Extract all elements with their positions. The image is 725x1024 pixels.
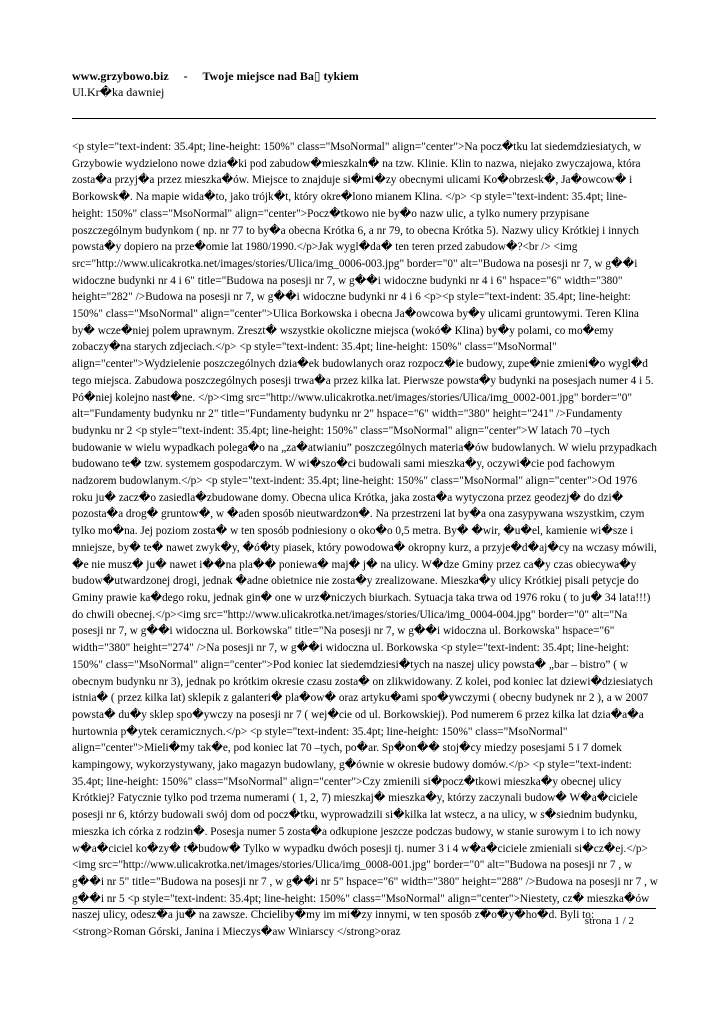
page-header (72, 69, 658, 100)
footer-divider (72, 908, 656, 909)
site-title: www.grzybowo.biz - Twoje miejsce nad Ba▯ tykiem (72, 69, 359, 83)
header-divider (72, 118, 656, 119)
page-number: strona 1 / 2 (584, 915, 634, 927)
document-body: <p style="text-indent: 35.4pt; line-height: 150%" class="MsoNormal" align="center">Na pocz�tku lat siedemdziesiatych, w Grzybowie wydzielono nowe dzia�ki pod zabudow�mieszkaln� na tzw. Klinie. Klin to nazwa, niejako zwyczajowa, która zosta�a przyj�a przez mieszka�ów. Miejsce to znajduje si�mi�zy obecnymi ulicami Ko�obrzesk�, Ja�owcow� i Borkowsk�. Na mapie wida�to, jako trójk�t, który okre�lono mianem Klina. </p> <p style="text-indent: 35.4pt; line-height: 150%" class="MsoNormal" align="center">Pocz�tkowo nie by�o nazw ulic, a tylko numery przypisane poszczególnym budynkom ( np. nr 77 to by�a obecna Krótka 6, a nr 79, to obecna Krótka 5). Nazwy ulicy Krótkiej i innych powsta�y dopiero na prze�omie lat 1980/1990.</p>Jak wygl�da� ten teren przed zabudow�?<br /> <img src="http://www.ulicakrotka.net/images/stories/Ulica/img_0006-003.jpg" border="0" alt="Budowa na posesji nr 7, w g��i widoczne budynki nr 4 i 6" title="Budowa na posesji nr 7, w g��i widoczne budynki nr 4 i 6" hspace="6" width="380" height="282" />Budowa na posesji nr 7, w g��i widoczne budynki nr 4 i 6 <p><p style="text-indent: 35.4pt; line-height: 150%" class="MsoNormal" align="center">Ulica Borkowska i obecna Ja�owcowa by�y ulicami gruntowymi. Teren Klina by� wcze�niej polem uprawnym. Zreszt� wszystkie okoliczne miejsca (wokó� Klina) by�y polami, co mo�emy zobaczy�na starych zdjeciach.</p> <p style="text-indent: 35.4pt; line-height: 150%" class="MsoNormal" align="center">Wydzielenie poszczególnych dzia�ek budowlanych oraz rozpocz�ie budowy, zupe�nie zmieni�o wygl�d tego miejsca. Zabudowa poszczególnych posesji trwa�a przez kilka lat. Pierwsze powsta�y budynki na posesjach numer 4 i 5. Pó�niej kolejno nast�ne. </p><img src="http://www.ulicakrotka.net/images/stories/Ulica/img_0002-001.jpg" border="0" alt="Fundamenty budynku nr 2" title="Fundamenty budynku nr 2" hspace="6" width="380" height="241" />Fundamenty budynku nr 2 <p style="text-indent: 35.4pt; line-height: 150%" class="MsoNormal" align="center">W latach 70 –tych budowanie w wielu wypadkach polega�o na „za�atwianiu” poszczególnych materia�ów budowlanych. W wielu przypadkach budowano te� tzw. systemem gospodarczym. W wi�szo�ci budowali sami mieszka�y, oczywi�cie pod fachowym nadzorem budowlanym.</p> <p style="text-indent: 35.4pt; line-height: 150%" class="MsoNormal" align="center">Od 1976 roku ju� zacz�o zasiedla�zbudowane domy. Obecna ulica Krótka, jaka zosta�a wytyczona przez geodezj� do dzi� pozosta�a drog� gruntow�, w �aden sposób nieutwardzon�. Na przestrzeni lat by�a ona zasypywana wszystkim, czym tylko mo�na. Jej poziom zosta� w ten sposób podniesiony o oko�o 0,5 metra. By� �wir, �u�el, kamienie wi�sze i mniejsze, by� te� nawet zwyk�y, �ó�ty piasek, który powodowa� okropny kurz, a przyje�d�aj�cy na wczasy mówili, �e nie musz� ju� nawet i��na pla�� poniewa� maj� j� na ulicy. W�dze Gminy przez ca�y czas obiecywa�y budow�utwardzonej drogi, jednak �adne obietnice nie zosta�y zrealizowane. Mieszka�y ulicy Krótkiej pisali petycje do Gminy prawie ka�dego roku, jednak gin� one w urz�niczych biurkach. Sytuacja taka trwa od 1976 roku ( to ju� 34 lata!!!) do chwili obecnej.</p><img src="http://www.ulicakrotka.net/images/stories/Ulica/img_0004-004.jpg" border="0" alt="Na posesji nr 7, w g��i widoczna ul. Borkowska" title="Na posesji nr 7, w g��i widoczna ul. Borkowska" hspace="6" width="380" height="274" />Na posesji nr 7, w g��i widoczna ul. Borkowska <p style="text-indent: 35.4pt; line-height: 150%" class="MsoNormal" align="center">Pod koniec lat siedemdziesi�tych na naszej ulicy powsta� „bar – bistro” ( w obecnym budynku nr 3), jednak po krótkim okresie czasu zosta� on zlikwidowany. Z kolei, pod koniec lat dziewi�dziesiatych istnia� ( przez kilka lat) sklepik z galanteri� pla�ow� oraz artyku�ami spo�ywczymi ( obecny budynek nr 2 ), a w 2007 powsta� du�y sklep spo�ywczy na posesji nr 7 ( wej�cie od ul. Borkowskiej). Pod numerem 6 przez kilka lat dzia�a�a hurtownia p�ytek ceramicznych.</p> <p style="text-indent: 35.4pt; line-height: 150%" class="MsoNormal" align="center">Mieli�my tak�e, pod koniec lat 70 –tych, po�ar. Sp�on�� stoj�cy miedzy posesjami 5 i 7 domek kampingowy, wykorzystywany, jako magazyn budowlany, g�ównie w okresie budowy domów.</p> <p style="text-indent: 35.4pt; line-height: 150%" class="MsoNormal" align="center">Czy zmienili si�pocz�tkowi mieszka�y obecnej ulicy Krótkiej? Fatycznie tylko pod trzema numerami ( 1, 2, 7) mieszkaj� mieszka�y, którzy zaczynali budow� W�a�ciciele posesji nr 6, którzy budowali swój dom od pocz�tku, wyprowadzili si�kilka lat wstecz, a na ulicy, w s�siednim budynku, mieszka ich córka z rodzin�. Posesja numer 5 zosta�a odkupione jeszcze podczas budowy, w stanie surowym i to ich nowy w�a�ciciel ko�zy� t�budow� Tylko w wypadku dwóch posesji tj. numer 3 i 4 w�a�ciciele zmieniali si�cz�ej.</p><img src="http://www.ulicakrotka.net/images/stories/Ulica/img_0008-001.jpg" border="0" alt="Budowa na posesji nr 7 , w g��i nr 5" title="Budowa na posesji nr 7 , w g��i nr 5" hspace="6" width="380" height="288" />Budowa na posesji nr 7 , w g��i nr 5 <p style="text-indent: 35.4pt; line-height: 150%" class="MsoNormal" align="center">Niestety, cz� mieszka�ów naszej ulicy, odesz�a ju� na zawsze. Chcieliby�my im mi�zy innymi, w ten sposób z�o�y�ho�d. Byli to: <strong>Roman Górski, Janina i Mieczys�aw Winiarscy </strong>oraz (72, 141, 658, 939)
document-subtitle: Ul.Kr�ka dawniej (72, 85, 165, 99)
